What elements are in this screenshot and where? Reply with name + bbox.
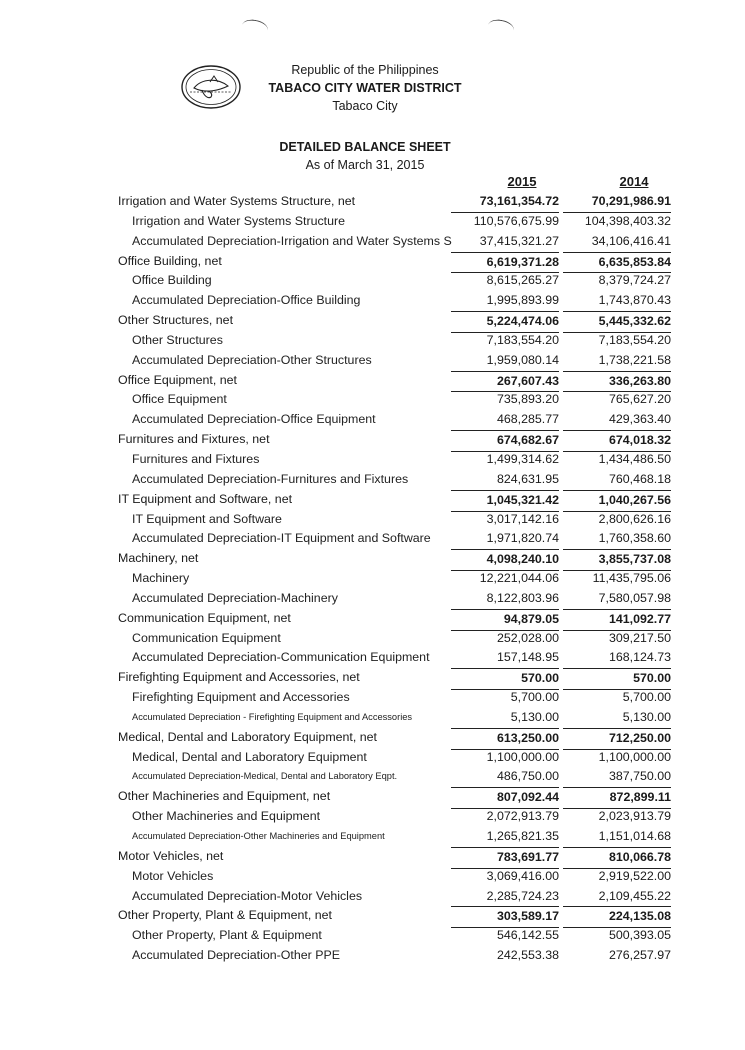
table-row xyxy=(118,529,678,549)
row-label: Firefighting Equipment and Accessories xyxy=(132,690,350,705)
column-header-2014: 2014 xyxy=(619,174,649,189)
value-2015: 807,092.44 xyxy=(451,787,559,809)
table-row xyxy=(118,668,678,688)
value-2015: 2,285,724.23 xyxy=(486,888,559,903)
value-2014: 3,855,737.08 xyxy=(563,549,671,571)
row-label: Furnitures and Fixtures xyxy=(132,451,260,466)
value-2014: 1,434,486.50 xyxy=(598,451,671,466)
header-organization: TABACO CITY WATER DISTRICT xyxy=(268,81,462,95)
table-row xyxy=(118,748,678,768)
table-row xyxy=(118,470,678,490)
table-row xyxy=(118,728,678,748)
value-2015: 267,607.43 xyxy=(451,371,559,393)
value-2014: 765,627.20 xyxy=(608,392,671,407)
table-row xyxy=(118,490,678,510)
value-2014: 5,445,332.62 xyxy=(563,311,671,333)
value-2015: 570.00 xyxy=(451,668,559,690)
value-2015: 110,576,675.99 xyxy=(473,213,559,228)
value-2015: 1,959,080.14 xyxy=(486,352,559,367)
row-label: Medical, Dental and Laboratory Equipment xyxy=(132,749,367,764)
value-2015: 157,148.95 xyxy=(496,650,559,665)
row-label: Accumulated Depreciation-Office Building xyxy=(132,293,361,308)
value-2015: 1,971,820.74 xyxy=(486,531,559,546)
table-row xyxy=(118,331,678,351)
row-label: Communication Equipment xyxy=(132,630,281,645)
value-2014: 2,023,913.79 xyxy=(598,809,671,824)
value-2015: 1,995,893.99 xyxy=(486,293,559,308)
value-2015: 674,682.67 xyxy=(451,430,559,452)
table-row xyxy=(118,311,678,331)
row-label: IT Equipment and Software, net xyxy=(118,491,293,506)
value-2014: 1,760,358.60 xyxy=(598,531,671,546)
row-label: Accumulated Depreciation-Other Machineries and Equipment xyxy=(132,831,385,841)
table-row xyxy=(118,569,678,589)
value-2014: 8,379,724.27 xyxy=(598,273,671,288)
value-2014: 309,217.50 xyxy=(608,630,671,645)
table-row xyxy=(118,609,678,629)
value-2015: 824,631.95 xyxy=(496,471,559,486)
row-label: Machinery, net xyxy=(118,551,199,566)
table-row xyxy=(118,450,678,470)
row-label: Accumulated Depreciation-Communication Equipment xyxy=(132,650,430,665)
table-row xyxy=(118,807,678,827)
value-2014: 276,257.97 xyxy=(608,948,671,963)
value-2015: 735,893.20 xyxy=(496,392,559,407)
table-row xyxy=(118,589,678,609)
value-2014: 168,124.73 xyxy=(608,650,671,665)
value-2015: 783,691.77 xyxy=(451,847,559,869)
value-2014: 141,092.77 xyxy=(563,609,671,631)
punch-mark-right xyxy=(487,17,516,37)
value-2015: 2,072,913.79 xyxy=(486,809,559,824)
value-2014: 1,040,267.56 xyxy=(563,490,671,512)
value-2014: 104,398,403.32 xyxy=(584,213,671,228)
value-2015: 1,265,821.35 xyxy=(486,829,559,843)
table-row xyxy=(118,430,678,450)
value-2014: 5,700.00 xyxy=(622,690,671,705)
row-label: Motor Vehicles, net xyxy=(118,848,224,863)
table-row xyxy=(118,371,678,391)
value-2014: 429,363.40 xyxy=(608,412,671,427)
row-label: Accumulated Depreciation-Office Equipment xyxy=(132,412,376,427)
table-row xyxy=(118,867,678,887)
value-2014: 7,183,554.20 xyxy=(598,332,671,347)
header-republic: Republic of the Philippines xyxy=(291,63,439,77)
balance-sheet-table xyxy=(118,192,678,966)
value-2014: 760,468.18 xyxy=(608,471,671,486)
row-label: Accumulated Depreciation-Motor Vehicles xyxy=(132,888,363,903)
value-2014: 1,743,870.43 xyxy=(598,293,671,308)
table-row xyxy=(118,510,678,530)
row-label: Machinery xyxy=(132,571,190,586)
value-2015: 252,028.00 xyxy=(496,630,559,645)
table-row xyxy=(118,212,678,232)
row-label: Office Equipment xyxy=(132,392,227,407)
table-row xyxy=(118,827,678,847)
value-2014: 674,018.32 xyxy=(563,430,671,452)
header-city: Tabaco City xyxy=(332,99,398,113)
table-row xyxy=(118,688,678,708)
value-2014: 1,738,221.58 xyxy=(598,352,671,367)
row-label: Accumulated Depreciation-IT Equipment and Software xyxy=(132,531,431,546)
table-row xyxy=(118,410,678,430)
row-label: Other Machineries and Equipment xyxy=(132,809,321,824)
value-2015: 5,700.00 xyxy=(510,690,559,705)
value-2015: 486,750.00 xyxy=(496,769,559,784)
value-2015: 7,183,554.20 xyxy=(486,332,559,347)
document-title: DETAILED BALANCE SHEET xyxy=(279,140,451,154)
value-2014: 6,635,853.84 xyxy=(563,252,671,274)
value-2015: 1,045,321.42 xyxy=(451,490,559,512)
value-2015: 468,285.77 xyxy=(496,412,559,427)
table-row xyxy=(118,648,678,668)
row-label: Accumulated Depreciation-Furnitures and Fixtures xyxy=(132,471,409,486)
table-row xyxy=(118,291,678,311)
table-row xyxy=(118,946,678,966)
row-label: Accumulated Depreciation-Machinery xyxy=(132,590,338,605)
table-row xyxy=(118,906,678,926)
row-label: Accumulated Depreciation-Medical, Dental and Laboratory Eqpt. xyxy=(132,771,398,782)
row-label: Firefighting Equipment and Accessories, net xyxy=(118,670,360,685)
table-row xyxy=(118,271,678,291)
row-label: Furnitures and Fixtures, net xyxy=(118,432,270,447)
row-label: Office Equipment, net xyxy=(118,372,237,387)
table-row xyxy=(118,767,678,787)
value-2014: 500,393.05 xyxy=(608,928,671,943)
table-row xyxy=(118,351,678,371)
row-label: Accumulated Depreciation-Irrigation and Water Systems S xyxy=(132,233,452,248)
row-label: Accumulated Depreciation-Other PPE xyxy=(132,948,340,963)
table-row xyxy=(118,629,678,649)
row-label: Irrigation and Water Systems Structure xyxy=(132,213,346,228)
column-header-2015: 2015 xyxy=(507,174,537,189)
value-2014: 712,250.00 xyxy=(563,728,671,750)
row-label: Motor Vehicles xyxy=(132,868,214,883)
value-2015: 5,130.00 xyxy=(510,709,559,724)
value-2014: 11,435,795.06 xyxy=(592,571,671,586)
value-2014: 810,066.78 xyxy=(563,847,671,869)
row-label: Communication Equipment, net xyxy=(118,610,291,625)
value-2014: 570.00 xyxy=(563,668,671,690)
row-label: Other Property, Plant & Equipment, net xyxy=(118,908,332,923)
value-2014: 1,151,014.68 xyxy=(598,829,671,843)
value-2015: 8,615,265.27 xyxy=(486,273,559,288)
value-2015: 613,250.00 xyxy=(451,728,559,750)
value-2015: 8,122,803.96 xyxy=(486,590,559,605)
row-label: Office Building, net xyxy=(118,253,222,268)
table-row xyxy=(118,390,678,410)
value-2015: 94,879.05 xyxy=(451,609,559,631)
value-2015: 3,069,416.00 xyxy=(486,868,559,883)
value-2015: 12,221,044.06 xyxy=(479,571,559,586)
table-row xyxy=(118,192,678,212)
value-2015: 37,415,321.27 xyxy=(479,233,559,248)
punch-mark-left xyxy=(241,17,270,37)
value-2015: 6,619,371.28 xyxy=(451,252,559,274)
value-2014: 387,750.00 xyxy=(608,769,671,784)
value-2015: 1,499,314.62 xyxy=(486,451,559,466)
value-2014: 1,100,000.00 xyxy=(598,749,671,764)
value-2015: 5,224,474.06 xyxy=(451,311,559,333)
value-2014: 7,580,057.98 xyxy=(598,590,671,605)
table-row xyxy=(118,232,678,252)
document-date: As of March 31, 2015 xyxy=(305,158,425,172)
value-2014: 5,130.00 xyxy=(622,709,671,724)
table-row xyxy=(118,708,678,728)
water-district-logo xyxy=(180,64,242,110)
value-2014: 2,109,455.22 xyxy=(598,888,671,903)
value-2015: 73,161,354.72 xyxy=(451,192,559,213)
row-label: Accumulated Depreciation - Firefighting Equipment and Accessories xyxy=(132,711,413,722)
row-label: Accumulated Depreciation-Other Structures xyxy=(132,352,372,367)
value-2015: 4,098,240.10 xyxy=(451,549,559,571)
value-2014: 34,106,416.41 xyxy=(591,233,671,248)
row-label: Office Building xyxy=(132,273,212,288)
value-2014: 2,800,626.16 xyxy=(598,511,671,526)
row-label: Other Machineries and Equipment, net xyxy=(118,789,331,804)
row-label: Irrigation and Water Systems Structure, net xyxy=(118,194,356,208)
row-label: Medical, Dental and Laboratory Equipment, net xyxy=(118,729,377,744)
table-row xyxy=(118,549,678,569)
value-2014: 336,263.80 xyxy=(563,371,671,393)
value-2015: 546,142.55 xyxy=(496,928,559,943)
value-2015: 303,589.17 xyxy=(451,906,559,928)
row-label: IT Equipment and Software xyxy=(132,511,282,526)
value-2014: 70,291,986.91 xyxy=(563,192,671,213)
table-row xyxy=(118,787,678,807)
table-row xyxy=(118,252,678,272)
value-2014: 224,135.08 xyxy=(563,906,671,928)
row-label: Other Property, Plant & Equipment xyxy=(132,928,322,943)
table-row xyxy=(118,887,678,907)
row-label: Other Structures xyxy=(132,332,223,347)
table-row xyxy=(118,926,678,946)
value-2014: 2,919,522.00 xyxy=(598,868,671,883)
value-2015: 3,017,142.16 xyxy=(486,511,559,526)
table-row xyxy=(118,847,678,867)
row-label: Other Structures, net xyxy=(118,313,234,328)
value-2015: 1,100,000.00 xyxy=(486,749,559,764)
value-2014: 872,899.11 xyxy=(563,787,671,809)
value-2015: 242,553.38 xyxy=(496,948,559,963)
